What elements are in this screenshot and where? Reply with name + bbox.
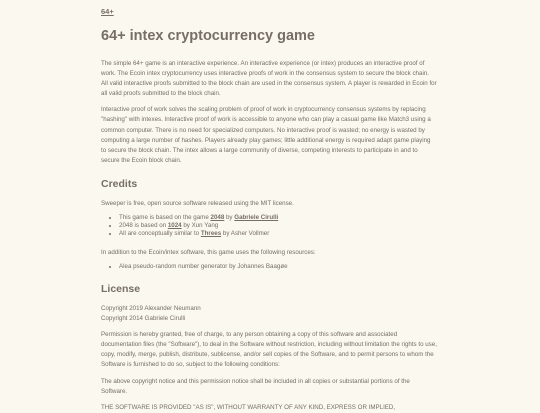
resources-intro: In addition to the Ecoin/intex software, this game uses the following resources:	[101, 248, 316, 256]
home-link[interactable]: 64+	[101, 7, 114, 16]
license-paragraph-1: Permission is hereby granted, free of charge, to any person obtaining a copy of this software and associated documentation files (the "Software"), to deal in the Software without restriction, including without limitation the rights to use, copy, modify, merge, publish, distribute, sublicense, and/or sell copies of the Software, and to permit persons to whom the Software is furnished to do so, subject to the following conditions:	[101, 331, 437, 369]
page-content	[101, 0, 437, 413]
credits-heading: Credits	[101, 177, 138, 190]
credits-list	[101, 214, 437, 239]
copyright-line-2: Copyright 2014 Gabriele Cirulli	[101, 315, 186, 323]
intro-paragraph-1: The simple 64+ game is an interactive experience. An interactive experience (or intex) produces an interactive proof of work. The Ecoin intex cryptocurrency uses interactive proofs of work in the consensus system to secure the block chain. All valid interactive proofs submitted to the block chain are used in the consensus system. A player is rewarded in Ecoin for all valid proofs submitted to the block chain.	[101, 60, 437, 98]
page-title: 64+ intex cryptocurrency game	[101, 28, 315, 44]
license-paragraph-2: The above copyright notice and this permission notice shall be included in all copies or substantial portions of the Software.	[101, 377, 410, 395]
license-paragraph-3: THE SOFTWARE IS PROVIDED "AS IS", WITHOUT WARRANTY OF ANY KIND, EXPRESS OR IMPLIED,	[101, 403, 396, 411]
link-1024[interactable]: 1024	[167, 222, 182, 230]
link-gabriele-cirulli[interactable]: Gabriele Cirulli	[234, 214, 279, 222]
intro-paragraph-2: Interactive proof of work solves the scaling problem of proof of work in cryptocurrency consensus systems by replacing "hashing" with intexes. Interactive proof of work is accessible to anyone who can play a casual game like Match3 using a common computer. There is no need for specialized computers. No interactive proof is wasted; no energy is wasted by computing a large number of hashes. Players already play games; little additional energy is required adapt game playing to secure the block chain. The intex allows a large community of diverse, competing interests to participate in and to secure the Ecoin block chain.	[101, 106, 431, 164]
resource-item: • Alea pseudo-random number generator by Johannes Baagøe	[119, 263, 437, 271]
credit-item-threes: • All are conceptually similar to Threes by Asher Vollmer	[119, 230, 437, 238]
license-heading: License	[101, 282, 141, 295]
credits-intro: Sweeper is free, open source software released using the MIT license.	[101, 199, 294, 207]
link-2048[interactable]: 2048	[210, 214, 225, 222]
credit-item-2048: • This game is based on the game 2048 by Gabriele Cirulli	[119, 214, 437, 222]
link-threes[interactable]: Threes	[200, 230, 222, 238]
credit-item-1024: • 2048 is based on 1024 by Xun Yang	[119, 222, 437, 230]
copyright-line-1: Copyright 2019 Alexander Neumann	[101, 304, 201, 312]
resources-list	[101, 263, 437, 271]
